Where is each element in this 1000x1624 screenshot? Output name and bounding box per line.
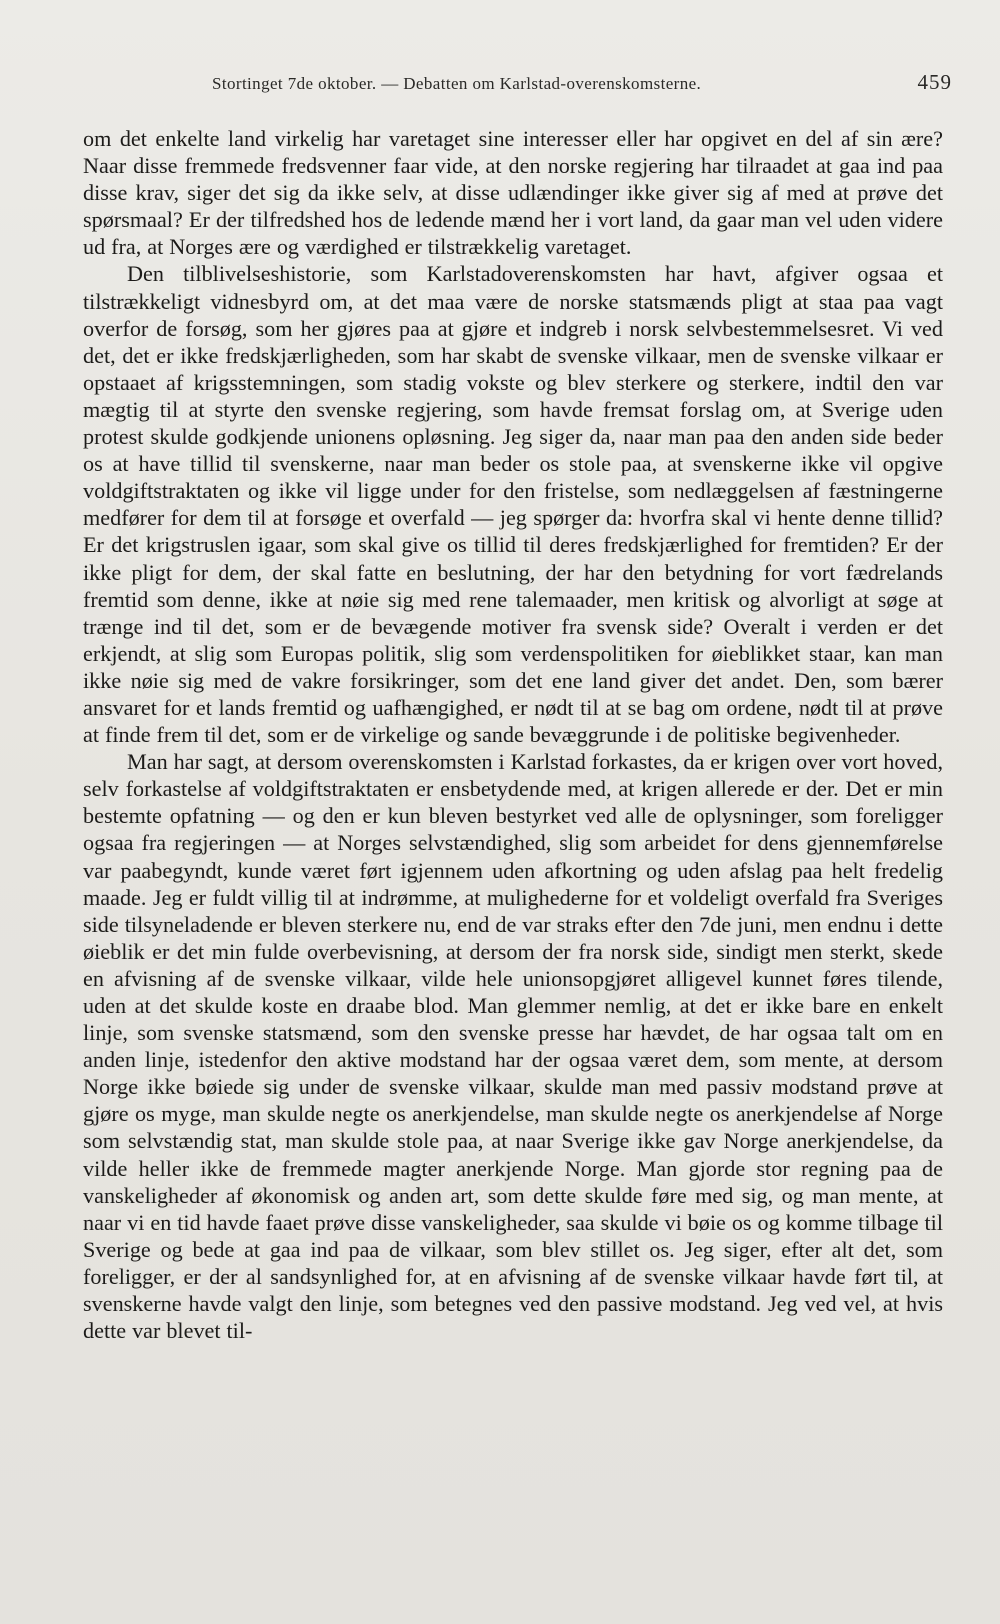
paragraph: Den tilblivelseshistorie, som Karlstadoverenskomsten har havt, afgiver ogsaa et tilstrækkeligt vidnesbyrd om, at det maa være de norske statsmænds pligt at staa paa vagt overfor de forsøg, som her gjøres paa at gjøre et indgreb i norsk selvbestemmelsesret. Vi ved det, det er ikke fredskjærligheden, som har skabt de svenske vilkaar, men de svenske vilkaar er opstaaet af krigsstemningen, som stadig vokste og blev sterkere og sterkere, indtil den var mægtig til at styrte den svenske regjering, som havde fremsat forslag om, at Sverige uden protest skulde godkjende unionens opløsning. Jeg siger da, naar man paa den anden side beder os at have tillid til svenskerne, naar man beder os stole paa, at svenskerne ikke vil opgive voldgiftstraktaten og ikke vil ligge under for den fristelse, som nedlæggelsen af fæstningerne medfører for dem til at forsøge et overfald — jeg spørger da: hvorfra skal vi hente denne tillid? Er det krigstruslen igaar, som skal give os tillid til deres fredskjærlighed for fremtiden? Er der ikke pligt for dem, der skal fatte en beslutning, der har den betydning for vort fædrelands fremtid som denne, ikke at nøie sig med rene talemaader, men kritisk og alvorligt at søge at trænge ind til det, som er de bevægende motiver fra svensk side? Overalt i verden er det erkjendt, at slig som Europas politik, slig som verdenspolitiken for øieblikket staar, kan man ikke nøie sig med de vakre forsikringer, som det ene land giver det andet. Den, som bærer ansvaret for et lands fremtid og uafhængighed, er nødt til at se bag om ordene, nødt til at prøve at finde frem til det, som er de virkelige og sande bevæggrunde i de politiske begivenheder. xyxy=(83,261,943,748)
running-header xyxy=(212,70,952,100)
page-number: 459 xyxy=(917,70,952,94)
body-text xyxy=(83,125,943,1344)
paragraph: Man har sagt, at dersom overenskomsten i Karlstad forkastes, da er krigen over vort hoved, selv forkastelse af voldgiftstraktaten er ensbetydende med, at krigen allerede er der. Det er min bestemte opfatning — og den er kun bleven bestyrket ved alle de oplysninger, som foreligger ogsaa fra regjeringen — at Norges selvstændighed, slig som arbeidet for dens gjennemførelse var paabegyndt, kunde været ført igjennem uden afkortning og uden afslag paa helt fredelig maade. Jeg er fuldt villig til at indrømme, at mulighederne for et voldeligt overfald fra Sveriges side tilsyneladende er bleven sterkere nu, end de var straks efter den 7de juni, men endnu i dette øieblik er det min fulde overbevisning, at dersom der fra norsk side, sindigt men sterkt, skede en afvisning af de svenske vilkaar, vilde hele unionsopgjøret alligevel kunnet føres tilende, uden at det skulde koste en draabe blod. Man glemmer nemlig, at det er ikke bare en enkelt linje, som svenske statsmænd, som den svenske presse har hævdet, de har ogsaa talt om en anden linje, istedenfor den aktive modstand har der ogsaa været dem, som mente, at dersom Norge ikke bøiede sig under de svenske vilkaar, skulde man med passiv modstand prøve at gjøre os myge, man skulde negte os anerkjendelse, man skulde negte os anerkjendelse af Norge som selvstændig stat, man skulde stole paa, at naar Sverige ikke gav Norge anerkjendelse, da vilde heller ikke de fremmede magter anerkjende Norge. Man gjorde stor regning paa de vanskeligheder af økonomisk og anden art, som dette skulde føre med sig, og man mente, at naar vi en tid havde faaet prøve disse vanskeligheder, saa skulde vi bøie os og komme tilbage til Sverige og bede at gaa ind paa de vilkaar, som blev stillet os. Jeg siger, efter alt det, som foreligger, er der al sandsynlighed for, at en afvisning af de svenske vilkaar havde ført til, at svenskerne havde valgt den linje, som betegnes ved den passive modstand. Jeg ved vel, at hvis dette var blevet til- xyxy=(83,749,943,1344)
paragraph-continuation: om det enkelte land virkelig har varetaget sine interesser eller har opgivet en del af sin ære? Naar disse fremmede fredsvenner faar vide, at den norske regjering har tilraadet at gaa ind paa disse krav, siger det sig da ikke selv, at disse udlændinger ikke giver sig af med at prøve det spørsmaal? Er der tilfredshed hos de ledende mænd her i vort land, da gaar man vel uden videre ud fra, at Norges ære og værdighed er tilstrækkelig varetaget. xyxy=(83,126,943,260)
running-title: Stortinget 7de oktober. — Debatten om Karlstad-overenskomsterne. xyxy=(212,74,702,93)
